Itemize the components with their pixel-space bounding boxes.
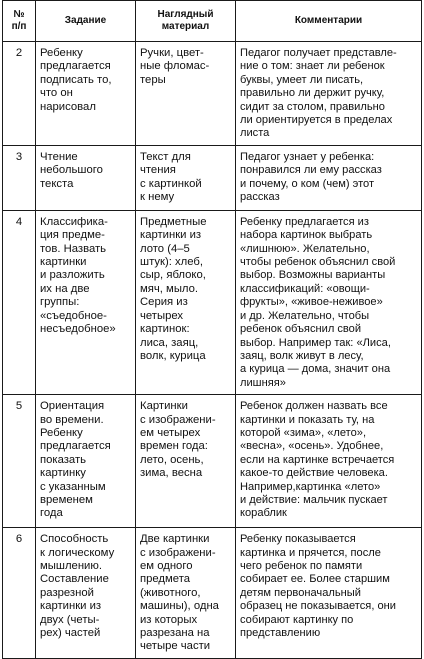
table-row <box>3 42 422 146</box>
row-number: 2 <box>3 42 36 146</box>
table-row <box>3 210 422 394</box>
row-number: 6 <box>3 528 36 659</box>
task-cell: Ориентация во времени. Ребенку предлагается показать картинку с указанным временем года <box>36 395 136 528</box>
table-row <box>3 395 422 528</box>
comments-cell: Ребенку показывается картинка и прячется, после чего ребенок по памяти собирает ее. Более старшим детям первоначальный образец не показывается, они собирают картинку по представлению <box>236 528 422 659</box>
document-page <box>2 0 421 653</box>
table-row <box>3 145 422 210</box>
header-task: Задание <box>36 1 136 42</box>
comments-cell: Педагог получает представле- ние о том: знает ли ребенок буквы, умеет ли писать, правильно ли держит ручку, сидит за столом, правильно ли ориентируется в пределах листа <box>236 42 422 146</box>
header-material: Наглядный материал <box>136 1 236 42</box>
row-number: 4 <box>3 210 36 394</box>
comments-cell: Ребенок должен назвать все картинки и показать ту, на которой «зима», «лето», «весна», «осень». Удобнее, если на картинке встречается какое-то действие человека. Например,картинка «лето» и действие: мальчик пускает кораблик <box>236 395 422 528</box>
material-cell: Предметные картинки из лото (4–5 штук): хлеб, сыр, яблоко, мяч, мыло. Серия из четырех картинок: лиса, заяц, волк, курица <box>136 210 236 394</box>
material-cell: Ручки, цвет- ные фломас- теры <box>136 42 236 146</box>
header-comments: Комментарии <box>236 1 422 42</box>
row-number: 3 <box>3 145 36 210</box>
material-cell: Две картинки с изображени- ем одного предмета (животного, машины), одна из которых разрезана на четыре части <box>136 528 236 659</box>
comments-cell: Ребенку предлагается из набора картинок выбрать «лишнюю». Желательно, чтобы ребенок объяснил свой выбор. Возможны варианты классификаций: «овощи- фрукты», «живое-неживое» и др. Желательно, чтобы ребенок объяснил свой выбор. Например так: «Лиса, заяц, волк живут в лесу, а курица — дома, значит она лишняя» <box>236 210 422 394</box>
task-cell: Классифика- ция предме- тов. Назвать картинки и разложить их на две группы: «съедобное- несъедобное» <box>36 210 136 394</box>
task-cell: Чтение небольшого текста <box>36 145 136 210</box>
comments-cell: Педагог узнает у ребенка: понравился ли ему рассказ и почему, о ком (чем) этот рассказ <box>236 145 422 210</box>
task-cell: Способность к логическому мышлению. Составление разрезной картинки из двух (четы- рех) частей <box>36 528 136 659</box>
table-header-row <box>3 1 422 42</box>
material-cell: Текст для чтения с картинкой к нему <box>136 145 236 210</box>
task-cell: Ребенку предлагается подписать то, что он нарисовал <box>36 42 136 146</box>
row-number: 5 <box>3 395 36 528</box>
material-cell: Картинки с изображени- ем четырех времен года: лето, осень, зима, весна <box>136 395 236 528</box>
table-row <box>3 528 422 659</box>
header-number: № п/п <box>3 1 36 42</box>
assessment-table <box>2 0 422 659</box>
